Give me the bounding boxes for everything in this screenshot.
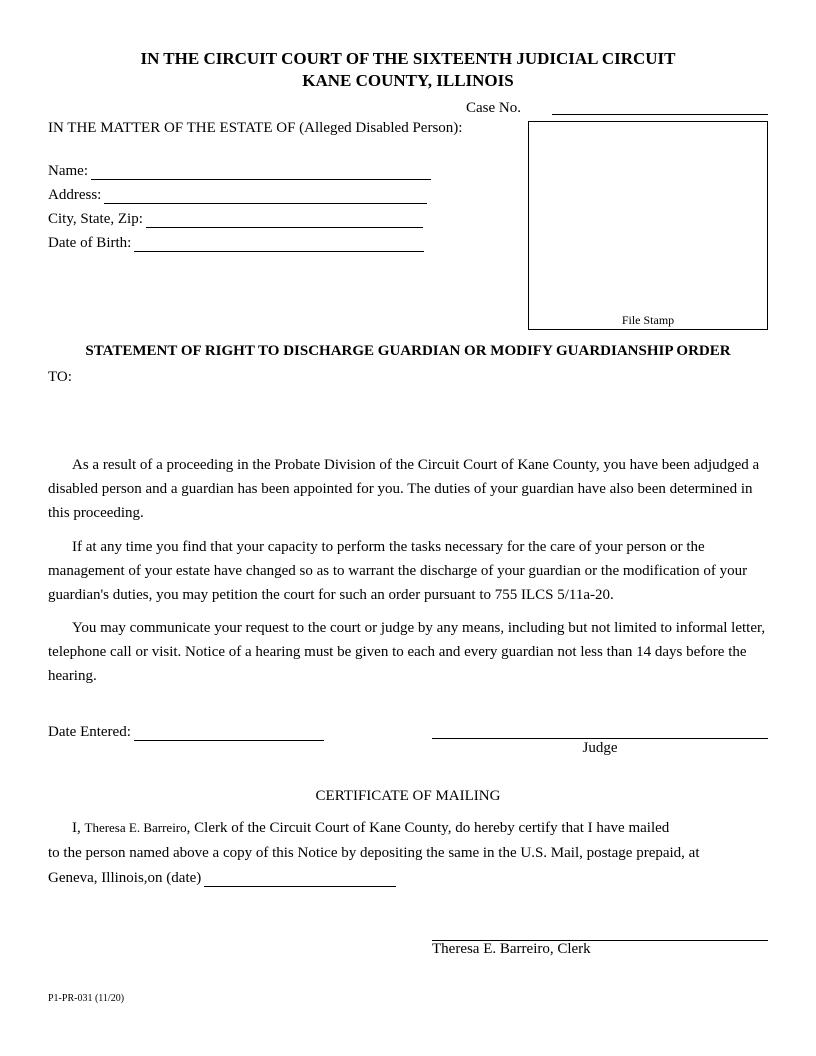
certificate-line3 — [48, 870, 396, 887]
court-header-line2: KANE COUNTY, ILLINOIS — [302, 71, 514, 90]
case-no-field[interactable] — [552, 114, 768, 115]
paragraph-2 — [48, 535, 768, 607]
paragraph-1 — [48, 453, 768, 525]
clerk-signature-label: Theresa E. Barreiro, Clerk — [432, 941, 591, 957]
city-state-zip-label: City, State, Zip: — [48, 211, 143, 227]
mailing-date-label: Geneva, Illinois,on (date) — [48, 870, 202, 886]
name-row — [48, 163, 431, 180]
name-label: Name: — [48, 163, 88, 179]
city-state-zip-field[interactable] — [146, 213, 423, 228]
paragraph-3-text: You may communicate your request to the court or judge by any means, including but not limited to informal letter, telephone call or visit. Notice of a hearing must be given to each and every guardian not less than 14 days before the hearing. — [48, 620, 766, 684]
address-label: Address: — [48, 187, 102, 203]
certificate-line2: to the person named above a copy of this Notice by depositing the same in the U.S. Mail, postage prepaid, at — [48, 845, 700, 861]
paragraph-3 — [48, 616, 768, 688]
form-code: P1-PR-031 (11/20) — [48, 993, 125, 1004]
address-field[interactable] — [104, 189, 427, 204]
address-row — [48, 187, 427, 204]
date-entered-label: Date Entered: — [48, 724, 131, 740]
mailing-date-field[interactable] — [204, 872, 396, 887]
date-entered-row — [48, 724, 324, 741]
case-no-label: Case No. — [466, 100, 521, 116]
date-entered-field[interactable] — [134, 726, 324, 741]
court-header-line1: IN THE CIRCUIT COURT OF THE SIXTEENTH JUDICIAL CIRCUIT — [140, 49, 676, 68]
matter-label: IN THE MATTER OF THE ESTATE OF (Alleged Disabled Person): — [48, 120, 463, 136]
judge-label: Judge — [582, 740, 618, 756]
file-stamp-label: File Stamp — [621, 313, 675, 327]
certificate-line1 — [72, 820, 669, 837]
judge-signature-line[interactable] — [432, 738, 768, 739]
file-stamp-box — [528, 121, 768, 330]
certificate-line1-prefix: I, — [72, 820, 81, 836]
dob-label: Date of Birth: — [48, 235, 132, 251]
name-field[interactable] — [91, 165, 431, 180]
dob-field[interactable] — [134, 237, 424, 252]
dob-row — [48, 235, 424, 252]
to-label: TO: — [48, 369, 72, 385]
statement-title: STATEMENT OF RIGHT TO DISCHARGE GUARDIAN OR MODIFY GUARDIANSHIP ORDER — [85, 343, 731, 359]
clerk-name: Theresa E. Barreiro — [84, 820, 187, 835]
city-state-zip-row — [48, 211, 423, 228]
certificate-title: CERTIFICATE OF MAILING — [315, 788, 501, 804]
paragraph-2-text: If at any time you find that your capacity to perform the tasks necessary for the care of your person or the management of your estate have changed so as to warrant the discharge of your guardian or the modification of your guardian's duties, you may petition the court for such an order pursuant to 755 ILCS 5/11a-20. — [48, 539, 748, 603]
certificate-line1-suffix: , Clerk of the Circuit Court of Kane County, do hereby certify that I have mailed — [186, 820, 670, 836]
paragraph-1-text: As a result of a proceeding in the Probate Division of the Circuit Court of Kane County, you have been adjudged a disabled person and a guardian has been appointed for you. The duties of your guardian have also been determined in this proceeding. — [48, 457, 760, 521]
